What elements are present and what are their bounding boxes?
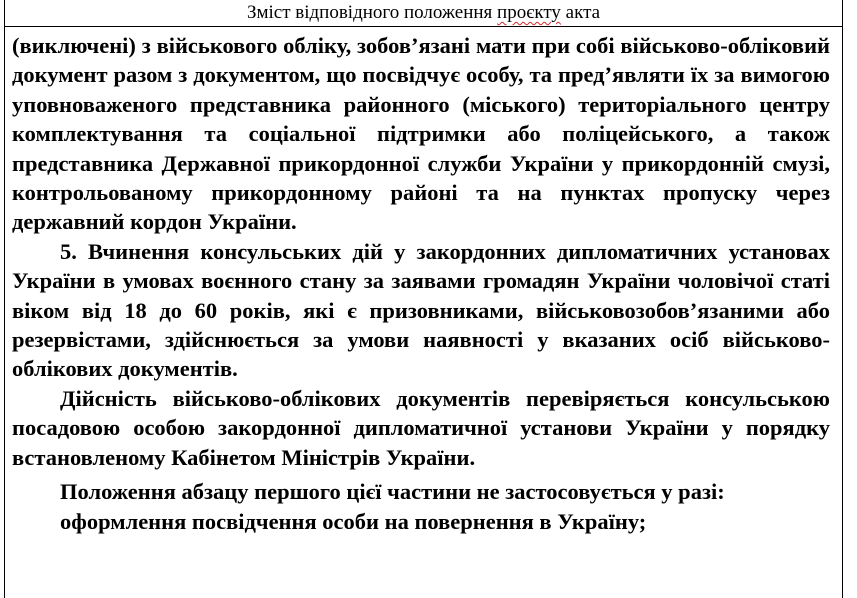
paragraph-validity: Дійсність військово-облікових документів перевіряється консульською посадовою особою закордонної дипломатичної установи України у порядку встановленому Кабінетом Міністрів України. xyxy=(12,385,830,470)
paragraph-exception: Положення абзацу першого цієї частини не застосовується у разі: xyxy=(60,479,725,505)
paragraph-exception-item: оформлення посвідчення особи на повернення в Україну; xyxy=(60,508,647,534)
column-header-text-end: акта xyxy=(560,2,601,23)
paragraph-continuation: (виключені) з військового обліку, зобов’язані мати при собі військово-обліковий документ разом з документом, що посвідчує особу, та пред’являти їх за вимогою уповноваженого представника районного (міського) територіального центру комплектування та соціальної підтримки або поліцейського, а також представника Державної прикордонної служби України у прикордонній смузі, контрольованому прикордонному районі та на пунктах пропуску через державний кордон України. xyxy=(12,33,830,235)
table-border-right xyxy=(842,0,843,598)
column-header xyxy=(4,0,843,27)
spellcheck-word: проєкту xyxy=(497,2,561,23)
table-border-left xyxy=(4,0,5,598)
document-body xyxy=(12,31,830,536)
paragraph-item-5: 5. Вчинення консульських дій у закордонних дипломатичних установах України в умовах воєнного стану за заявами громадян України чоловічої статі віком від 18 до 60 років, які є призовниками, військовозобов’язаними або резервістами, здійснюється за умови наявності у вказаних осіб військово-облікових документів. xyxy=(12,238,830,382)
column-header-text: Зміст відповідного положення xyxy=(246,2,498,23)
